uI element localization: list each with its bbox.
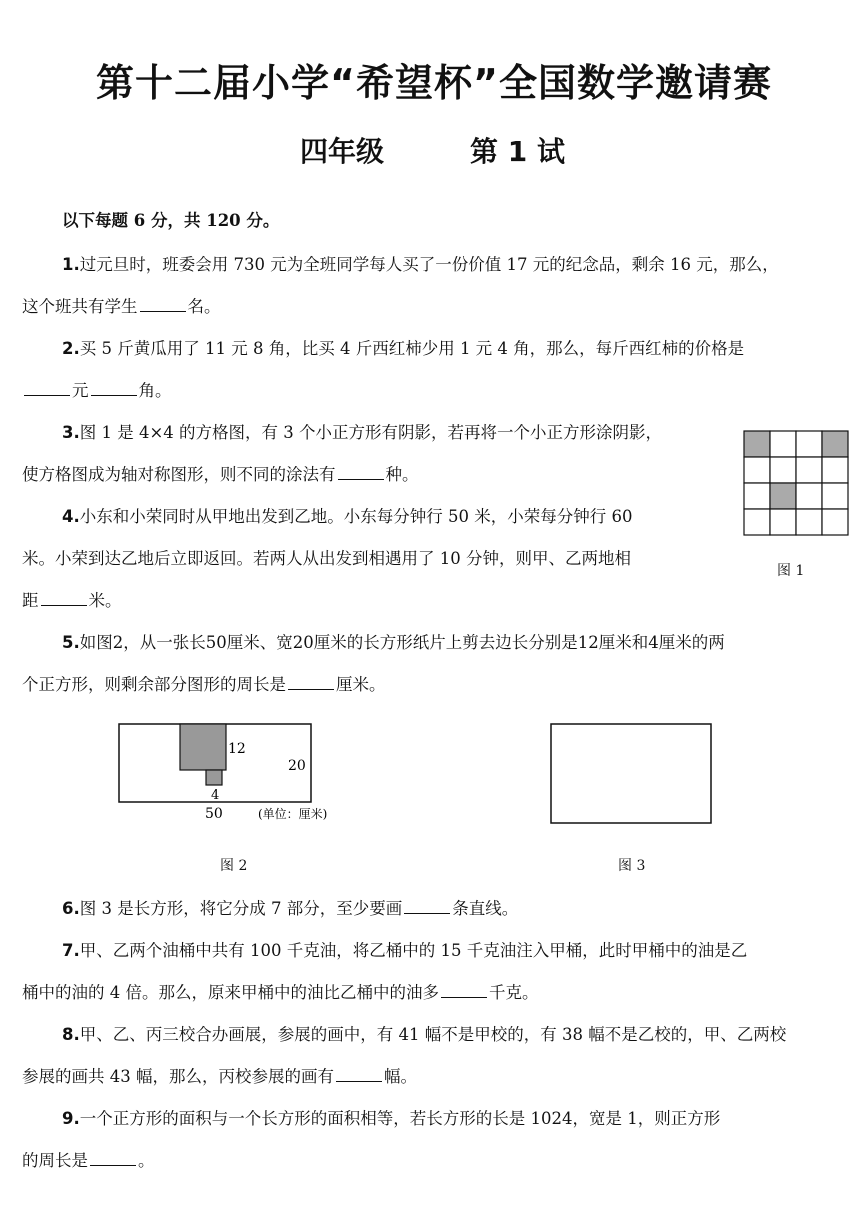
figure-2-caption: 图 2 xyxy=(220,858,248,874)
question-4-line3: 距 米。 xyxy=(22,591,122,610)
answer-blank xyxy=(288,688,334,690)
question-8: 8.甲、乙、丙三校合办画展，参展的画中，有 41 幅不是甲校的，有 38 幅不是乙校的，甲、乙两校 xyxy=(62,1025,787,1044)
figure-2-square-4 xyxy=(206,770,222,785)
grid-cell xyxy=(822,483,848,509)
answer-blank xyxy=(441,996,487,998)
grid-cell xyxy=(822,509,848,535)
question-3: 3.图 1 是 4×4 的方格图，有 3 个小正方形有阴影，若再将一个小正方形涂阴影， xyxy=(62,423,663,442)
figure-3-caption: 图 3 xyxy=(618,858,646,874)
answer-blank xyxy=(336,1080,382,1082)
round-label: 第 1 试 xyxy=(470,135,565,168)
grid-cell xyxy=(744,431,770,457)
question-4-line2: 米。小荣到达乙地后立即返回。若两人从出发到相遇用了 10 分钟，则甲、乙两地相 xyxy=(22,549,631,568)
instructions: 以下每题 6 分，共 120 分。 xyxy=(62,211,280,230)
figure-2-label-4: 4 xyxy=(211,788,220,803)
grid-cell xyxy=(770,483,796,509)
answer-blank xyxy=(338,478,384,480)
figure-3 xyxy=(545,718,720,828)
grid-cell xyxy=(770,431,796,457)
question-7-line2: 桶中的油的 4 倍。那么，原来甲桶中的油比乙桶中的油多 千克。 xyxy=(22,983,539,1002)
answer-blank xyxy=(90,1164,136,1166)
grid-cell xyxy=(796,509,822,535)
grid-cell xyxy=(770,509,796,535)
question-5-line2: 个正方形，则剩余部分图形的周长是 厘米。 xyxy=(22,675,386,694)
figure-2-label-20: 20 xyxy=(288,758,306,774)
question-7: 7.甲、乙两个油桶中共有 100 千克油，将乙桶中的 15 千克油注入甲桶，此时甲桶中的油是乙 xyxy=(62,941,748,960)
figure-2-unit: (单位：厘米) xyxy=(258,807,328,821)
question-6: 6.图 3 是长方形，将它分成 7 部分，至少要画 条直线。 xyxy=(62,899,519,918)
grade-label: 四年级 xyxy=(300,135,385,168)
answer-blank xyxy=(140,310,186,312)
figure-2-label-12: 12 xyxy=(228,741,246,757)
question-1-line2: 这个班共有学生 名。 xyxy=(22,297,221,316)
figure-1-caption: 图 1 xyxy=(777,563,805,579)
question-9: 9.一个正方形的面积与一个长方形的面积相等，若长方形的长是 1024，宽是 1，则正方形 xyxy=(62,1109,721,1128)
question-2: 2.买 5 斤黄瓜用了 11 元 8 角，比买 4 斤西红柿少用 1 元 4 角，那么，每斤西红柿的价格是 xyxy=(62,339,745,358)
grid-cell xyxy=(770,457,796,483)
question-3-line2: 使方格图成为轴对称图形，则不同的涂法有 种。 xyxy=(22,465,419,484)
answer-blank xyxy=(404,912,450,914)
question-2-line2: 元 角。 xyxy=(22,383,172,400)
answer-blank xyxy=(91,394,137,396)
grid-cell xyxy=(744,509,770,535)
figure-3-rectangle xyxy=(551,724,711,823)
answer-blank xyxy=(24,394,70,396)
grid-cell xyxy=(796,431,822,457)
grid-cell xyxy=(744,483,770,509)
figure-2-label-50: 50 xyxy=(205,806,223,822)
grid-cell xyxy=(822,457,848,483)
page-title: 第十二届小学“希望杯”全国数学邀请赛 xyxy=(96,61,772,105)
figure-1-grid xyxy=(743,430,851,540)
figure-2-square-12 xyxy=(180,724,226,770)
question-1: 1.过元旦时，班委会用 730 元为全班同学每人买了一份价值 17 元的纪念品，剩余 16 元，那么， xyxy=(62,255,779,274)
grid-cell xyxy=(796,457,822,483)
question-4: 4.小东和小荣同时从甲地出发到乙地。小东每分钟行 50 米，小荣每分钟行 60 xyxy=(62,507,633,526)
question-9-line2: 的周长是 。 xyxy=(22,1151,155,1170)
figure-2 xyxy=(110,715,380,830)
grid-cell xyxy=(744,457,770,483)
grid-cell xyxy=(822,431,848,457)
grid-cell xyxy=(796,483,822,509)
question-5: 5.如图2，从一张长50厘米、宽20厘米的长方形纸片上剪去边长分别是12厘米和4厘米的两 xyxy=(62,633,725,652)
answer-blank xyxy=(41,604,87,606)
question-8-line2: 参展的画共 43 幅，那么，丙校参展的画有 幅。 xyxy=(22,1067,417,1086)
